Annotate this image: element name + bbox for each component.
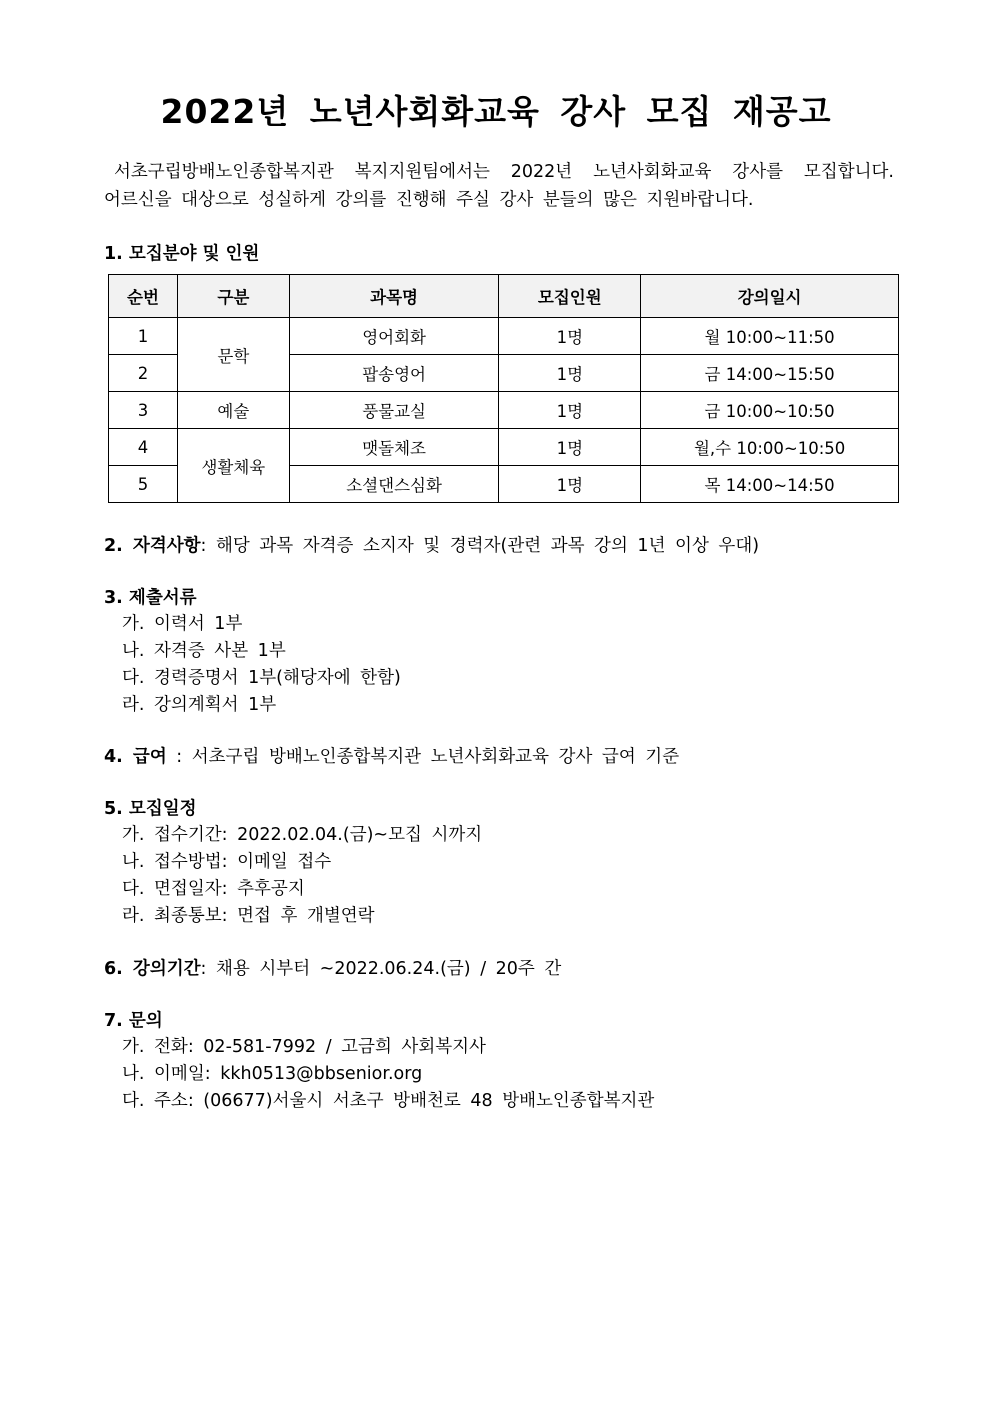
list-item: 다. 주소: (06677)서울시 서초구 방배천로 48 방배노인종합복지관 [122,1091,655,1111]
row-schedule: 월,수 10:00~10:50 [641,429,899,466]
section-6-heading: 6. 강의기간 [104,959,201,979]
table-row [109,429,899,466]
section-6-text: : 채용 시부터 ~2022.06.24.(금) / 20주 간 [200,959,562,979]
section-7-heading: 7. 문의 [104,1011,163,1031]
row-no: 2 [109,355,178,392]
section-2-heading: 2. 자격사항 [104,536,201,556]
row-count: 1명 [499,429,641,466]
row-schedule: 금 14:00~15:50 [641,355,899,392]
section-4-text: : 서초구립 방배노인종합복지관 노년사회화교육 강사 급여 기준 [166,747,680,767]
row-schedule: 목 14:00~14:50 [641,466,899,503]
row-subject: 소셜댄스심화 [289,466,499,503]
section-5-heading: 5. 모집일정 [104,799,197,819]
row-subject: 영어회화 [289,318,499,355]
list-item: 라. 강의계획서 1부 [122,695,277,715]
row-count: 1명 [499,318,641,355]
row-count: 1명 [499,392,641,429]
row-no: 1 [109,318,178,355]
table-header-row [109,275,899,318]
row-category: 예술 [177,392,289,429]
list-item: 라. 최종통보: 면접 후 개별연락 [122,906,375,926]
table-row [109,392,899,429]
section-2-text: : 해당 과목 자격증 소지자 및 경력자(관련 과목 강의 1년 이상 우대) [200,536,760,556]
row-category: 문학 [177,318,289,392]
row-subject: 맷돌체조 [289,429,499,466]
list-item: 가. 접수기간: 2022.02.04.(금)~모집 시까지 [122,825,483,845]
recruit-table [108,274,899,503]
list-item: 가. 이력서 1부 [122,614,243,634]
row-no: 4 [109,429,178,466]
row-count: 1명 [499,355,641,392]
list-item: 나. 자격증 사본 1부 [122,641,286,661]
row-count: 1명 [499,466,641,503]
intro-line-2: 어르신을 대상으로 성실하게 강의를 진행해 주실 강사 분들의 많은 지원바랍니다. [104,190,754,210]
row-no: 5 [109,466,178,503]
header-count: 모집인원 [499,275,641,318]
table-row [109,318,899,355]
header-subject: 과목명 [289,275,499,318]
header-schedule: 강의일시 [641,275,899,318]
page-title: 2022년 노년사회화교육 강사 모집 재공고 [160,92,832,131]
list-item: 다. 면접일자: 추후공지 [122,879,305,899]
intro-line-1: 서초구립방배노인종합복지관 복지지원팀에서는 2022년 노년사회화교육 강사를 모집합니다. [114,162,894,182]
section-4-line [104,743,679,768]
row-subject: 팝송영어 [289,355,499,392]
list-item: 다. 경력증명서 1부(해당자에 한함) [122,668,401,688]
list-item: 나. 이메일: kkh0513@bbsenior.org [122,1064,423,1084]
row-no: 3 [109,392,178,429]
header-no: 순번 [109,275,178,318]
list-item: 가. 전화: 02-581-7992 / 고금희 사회복지사 [122,1037,486,1057]
row-schedule: 월 10:00~11:50 [641,318,899,355]
list-item: 나. 접수방법: 이메일 접수 [122,852,332,872]
row-schedule: 금 10:00~10:50 [641,392,899,429]
intro-paragraph [104,158,894,214]
section-2-line [104,532,759,557]
section-1-heading: 1. 모집분야 및 인원 [104,244,260,264]
section-4-heading: 4. 급여 [104,747,167,767]
row-subject: 풍물교실 [289,392,499,429]
section-6-line [104,955,561,980]
row-category: 생활체육 [177,429,289,503]
header-category: 구분 [177,275,289,318]
section-3-heading: 3. 제출서류 [104,588,197,608]
